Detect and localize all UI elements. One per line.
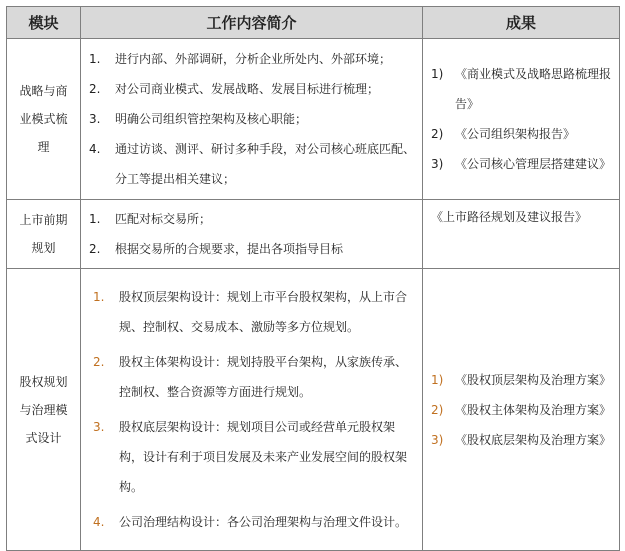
header-row — [7, 7, 620, 39]
item-number: 1. — [89, 52, 101, 66]
list-item — [431, 395, 613, 425]
item-number: 2. — [89, 242, 101, 256]
module-label: 战略与商业模式梳理 — [19, 84, 68, 154]
list-item — [93, 282, 416, 342]
result-list — [423, 361, 619, 459]
item-text: 明确公司组织管控架构及核心职能； — [115, 112, 308, 126]
list-item — [431, 365, 613, 395]
table-row — [7, 39, 620, 200]
item-number: 1) — [431, 67, 444, 81]
header-module: 模块 — [7, 7, 81, 39]
item-text: 《股权底层架构及治理方案》 — [455, 432, 612, 447]
item-number: 1. — [89, 212, 101, 226]
result-list — [423, 55, 619, 183]
item-text: 《股权顶层架构及治理方案》 — [455, 372, 612, 387]
result-cell — [423, 269, 620, 551]
list-item — [89, 104, 416, 134]
module-cell — [7, 39, 81, 200]
content-cell — [81, 200, 423, 269]
services-table — [6, 6, 620, 551]
content-list — [81, 40, 422, 198]
content-cell — [81, 269, 423, 551]
module-label: 上市前期规划 — [19, 213, 68, 255]
list-item — [431, 149, 613, 179]
item-number: 4. — [93, 515, 105, 529]
table-row — [7, 269, 620, 551]
item-number: 3) — [431, 432, 444, 447]
item-text: 《股权主体架构及治理方案》 — [455, 402, 612, 417]
item-number: 3. — [89, 112, 101, 126]
content-cell — [81, 39, 423, 200]
list-item — [431, 119, 613, 149]
module-cell — [7, 200, 81, 269]
list-item — [89, 74, 416, 104]
item-text: 根据交易所的合规要求，提出各项指导目标 — [115, 242, 344, 256]
result-text: 《上市路径规划及建议报告》 — [431, 210, 588, 224]
content-list — [81, 278, 422, 541]
item-text: 对公司商业模式、发展战略、发展目标进行梳理； — [115, 82, 380, 96]
list-item — [89, 134, 416, 194]
list-item — [431, 59, 613, 119]
item-text: 《商业模式及战略思路梳理报告》 — [455, 67, 612, 111]
item-number: 2) — [431, 127, 444, 141]
module-label: 股权规划与治理模式设计 — [19, 374, 68, 445]
item-text: 股权底层架构设计：规划项目公司或经营单元股权架构，设计有利于项目发展及未来产业发展空间的股权架构。 — [119, 420, 408, 494]
list-item — [93, 347, 416, 407]
list-item — [89, 234, 416, 264]
list-item — [89, 44, 416, 74]
list-item — [89, 204, 416, 234]
item-number: 3. — [93, 420, 105, 434]
item-number: 1. — [93, 290, 105, 304]
list-item — [93, 507, 416, 537]
item-text: 股权顶层架构设计：规划上市平台股权架构，从上市合规、控制权、交易成本、激励等多方位规划。 — [119, 290, 408, 334]
item-text: 股权主体架构设计：规划持股平台架构，从家族传承、控制权、整合资源等方面进行规划。 — [119, 355, 408, 399]
item-text: 通过访谈、测评、研讨多种手段，对公司核心班底匹配、分工等提出相关建议； — [115, 142, 416, 186]
item-number: 2. — [93, 355, 105, 369]
list-item — [93, 412, 416, 502]
header-content: 工作内容简介 — [81, 7, 423, 39]
result-cell — [423, 200, 620, 269]
item-number: 2. — [89, 82, 101, 96]
list-item — [431, 425, 613, 455]
item-number: 3) — [431, 157, 444, 171]
item-text: 《公司组织架构报告》 — [455, 127, 576, 141]
item-number: 4. — [89, 142, 101, 156]
item-number: 1) — [431, 372, 444, 387]
item-text: 进行内部、外部调研，分析企业所处内、外部环境； — [115, 52, 392, 66]
item-number: 2) — [431, 402, 444, 417]
header-result: 成果 — [423, 7, 620, 39]
item-text: 《公司核心管理层搭建建议》 — [455, 157, 612, 171]
item-text: 匹配对标交易所； — [115, 212, 212, 226]
result-cell — [423, 39, 620, 200]
item-text: 公司治理结构设计：各公司治理架构与治理文件设计。 — [119, 515, 408, 529]
table-row — [7, 200, 620, 269]
module-cell — [7, 269, 81, 551]
content-list — [81, 200, 422, 268]
